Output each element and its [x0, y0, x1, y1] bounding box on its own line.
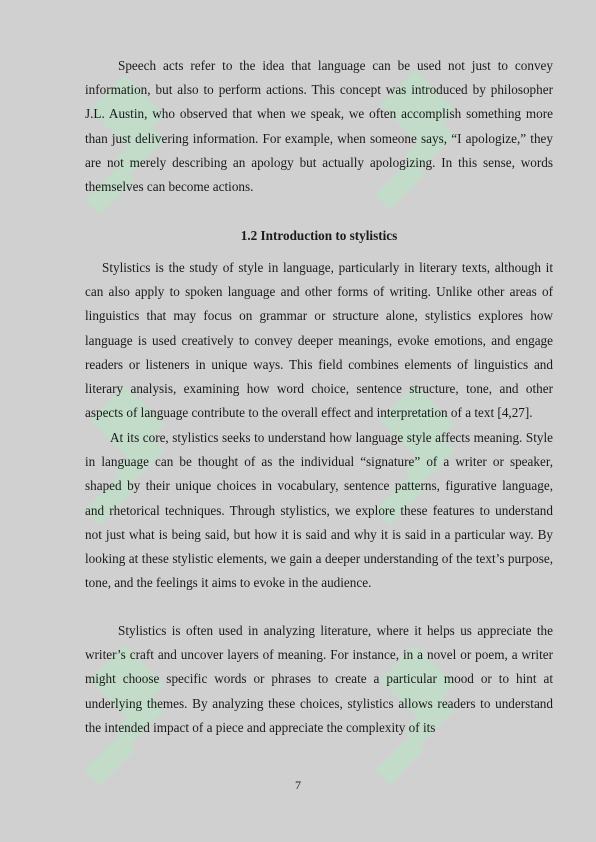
section-heading: 1.2 Introduction to stylistics [240, 228, 398, 243]
paragraph-speech-acts: Speech acts refer to the idea that language can be used not just to convey information, but also to perform actions. This concept was introduced by philosopher J.L. Austin, who observed that when we speak, we often accomplish something more than just delivering information. For example, when someone says, “I apologize,” they are not merely describing an apology but actually apologizing. In this sense, words themselves can become actions. [85, 58, 553, 195]
paragraph-stylistics-literature: Stylistics is often used in analyzing literature, where it helps us appreciate the writer’s craft and uncover layers of meaning. For instance, in a novel or poem, a writer might choose specific words or phrases to create a particular mood or to hint at underlying themes. By analyzing these choices, stylistics allows readers to understand the intended impact of a piece and appreciate the complexity of its [85, 623, 553, 735]
page-number: 7 [295, 778, 301, 792]
paragraph-stylistics-definition: Stylistics is the study of style in language, particularly in literary texts, although it can also apply to spoken language and other forms of writing. Unlike other areas of linguistics that may focus on grammar or structure alone, stylistics explores how language is used creatively to convey deeper meanings, evoke emotions, and engage readers or listeners in unique ways. This field combines elements of linguistics and literary analysis, examining how word choice, sentence structure, tone, and other aspects of language contribute to the overall effect and interpretation of a text [4,27]. [85, 260, 553, 421]
paragraph-stylistics-core: At its core, stylistics seeks to understand how language style affects meaning. Style in language can be thought of as the individual “signature” of a writer or speaker, shaped by their unique choices in vocabulary, sentence patterns, figurative language, and rhetorical techniques. Through stylistics, we explore these features to understand not just what is being said, but how it is said and why it is said in a particular way. By looking at these stylistic elements, we gain a deeper understanding of the text’s purpose, tone, and the feelings it aims to evoke in the audience. [85, 430, 553, 591]
